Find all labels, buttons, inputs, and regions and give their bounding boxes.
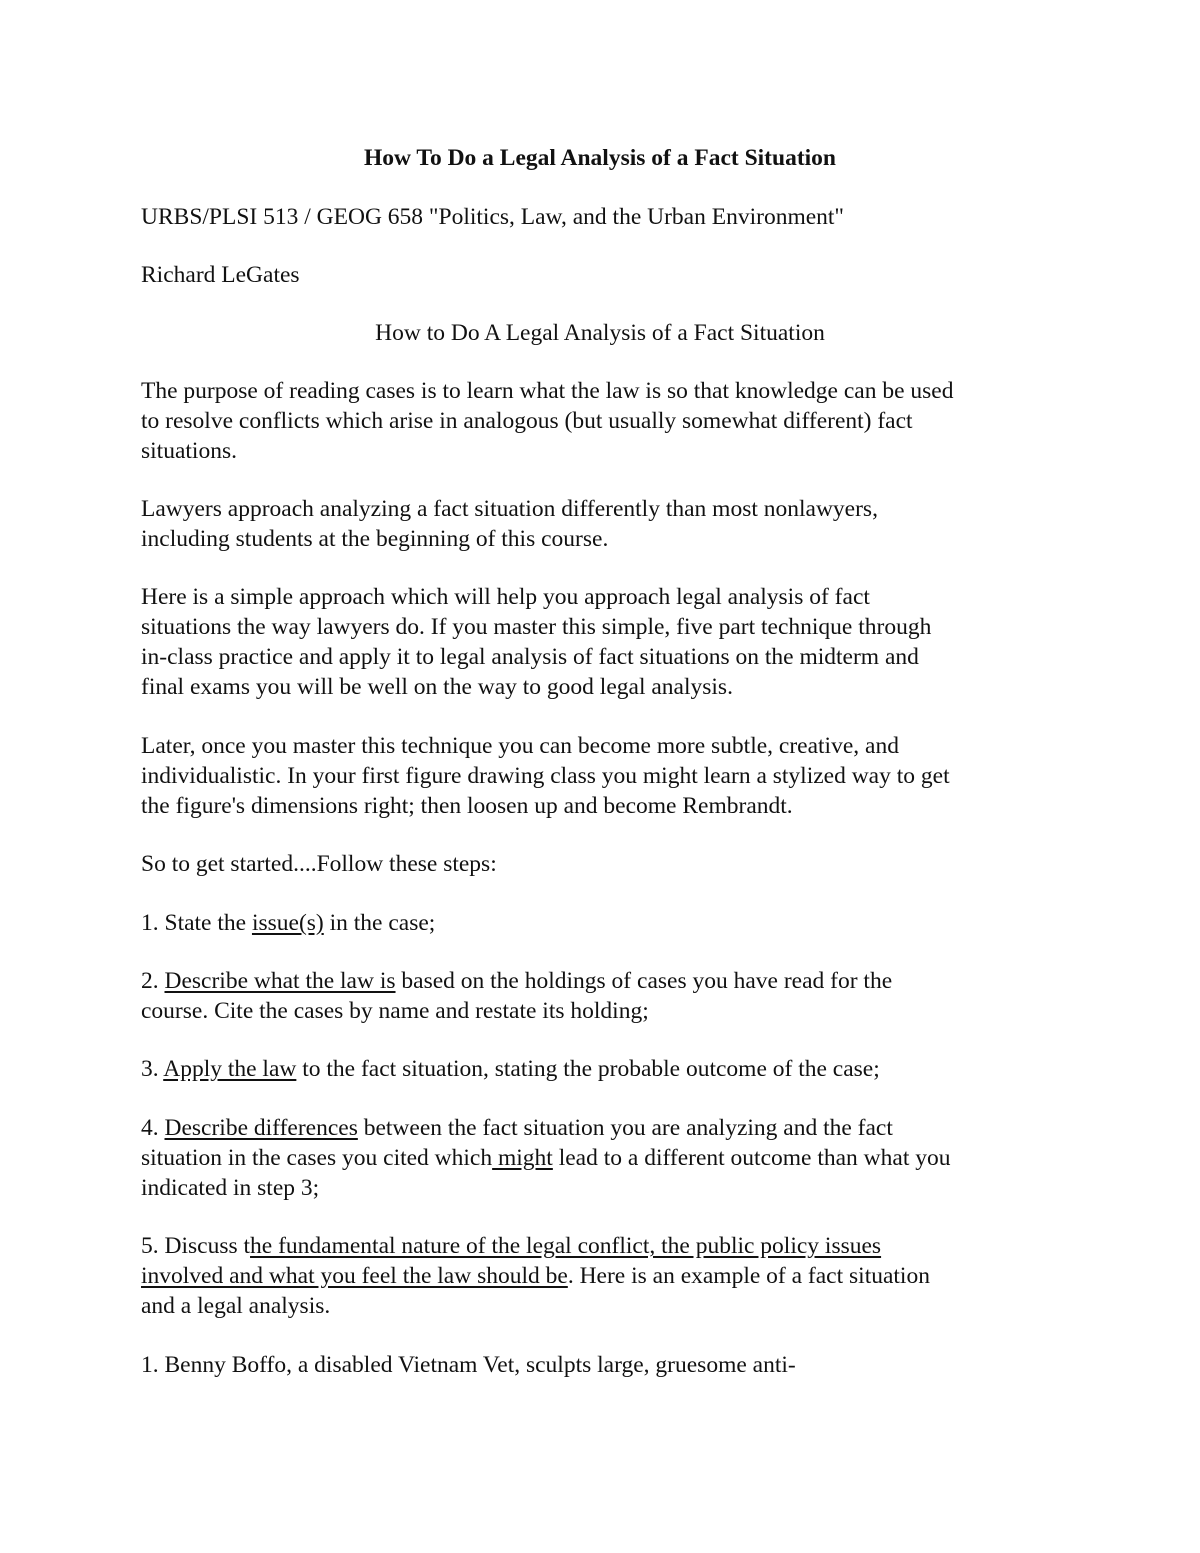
step4-text-b: between the fact situation you are analyzing and the fact xyxy=(357,1115,893,1141)
para1-line2: to resolve conflicts which arise in analogous (but usually somewhat different) fact xyxy=(141,408,913,434)
step3-text-a: 3. xyxy=(141,1056,164,1082)
step2-text-a: 2. xyxy=(141,968,165,994)
para1-line1: The purpose of reading cases is to learn what the law is so that knowledge can be used xyxy=(141,378,954,404)
step4-line2 xyxy=(141,1143,950,1173)
para4-line1: Later, once you master this technique you can become more subtle, creative, and xyxy=(141,733,899,759)
step5-line2 xyxy=(141,1261,930,1291)
step1-underlined: issue(s) xyxy=(251,910,324,936)
steps-intro: So to get started....Follow these steps: xyxy=(141,851,497,877)
para3-line4: final exams you will be well on the way to good legal analysis. xyxy=(141,674,733,700)
step4-text-a: 4. xyxy=(141,1115,165,1141)
para2-line2: including students at the beginning of this course. xyxy=(141,526,609,552)
step4-line2-text-b: lead to a different outcome than what you xyxy=(552,1145,951,1171)
example-line1: 1. Benny Boffo, a disabled Vietnam Vet, sculpts large, gruesome anti- xyxy=(141,1352,796,1378)
step3-underlined: Apply the law xyxy=(163,1056,297,1082)
step2-line1 xyxy=(141,966,892,996)
para3-line2: situations the way lawyers do. If you master this simple, five part technique through xyxy=(141,614,932,640)
step1-text-b: in the case; xyxy=(323,910,436,936)
step2-line2: course. Cite the cases by name and restate its holding; xyxy=(141,998,649,1024)
step4-underlined: Describe differences xyxy=(164,1115,358,1141)
step2-underlined: Describe what the law is xyxy=(164,968,396,994)
document-subtitle: How to Do A Legal Analysis of a Fact Situation xyxy=(375,320,825,346)
step5-line1 xyxy=(141,1231,881,1261)
para3-line3: in-class practice and apply it to legal analysis of fact situations on the midterm and xyxy=(141,644,919,670)
step4-line1 xyxy=(141,1113,893,1143)
step1-line xyxy=(141,908,435,938)
step5-text-a: 5. Discuss t xyxy=(141,1233,251,1259)
para4-line3: the figure's dimensions right; then loosen up and become Rembrandt. xyxy=(141,793,793,819)
step4-line2-text-a: situation in the cases you cited which xyxy=(141,1145,493,1171)
para2-line1: Lawyers approach analyzing a fact situation differently than most nonlawyers, xyxy=(141,496,878,522)
para4-line2: individualistic. In your first figure drawing class you might learn a stylized way to get xyxy=(141,763,950,789)
step2-text-b: based on the holdings of cases you have read for the xyxy=(395,968,893,994)
step5-line2-text-b: . Here is an example of a fact situation xyxy=(567,1263,930,1289)
course-line: URBS/PLSI 513 / GEOG 658 "Politics, Law, and the Urban Environment" xyxy=(141,204,845,230)
para3-line1: Here is a simple approach which will help you approach legal analysis of fact xyxy=(141,584,870,610)
document-title: How To Do a Legal Analysis of a Fact Situation xyxy=(363,145,837,171)
step1-text-a: 1. State the xyxy=(141,910,252,936)
para1-line3: situations. xyxy=(141,438,237,464)
step4-line2-underlined: might xyxy=(492,1145,553,1171)
step5-underlined: he fundamental nature of the legal conflict, the public policy issues xyxy=(250,1233,882,1259)
author-line: Richard LeGates xyxy=(141,262,300,288)
step5-line2-underlined: involved and what you feel the law should be xyxy=(141,1263,568,1289)
step3-line xyxy=(141,1054,880,1084)
step5-line3: and a legal analysis. xyxy=(141,1293,331,1319)
step4-line3: indicated in step 3; xyxy=(141,1175,320,1201)
step3-text-b: to the fact situation, stating the probable outcome of the case; xyxy=(296,1056,880,1082)
